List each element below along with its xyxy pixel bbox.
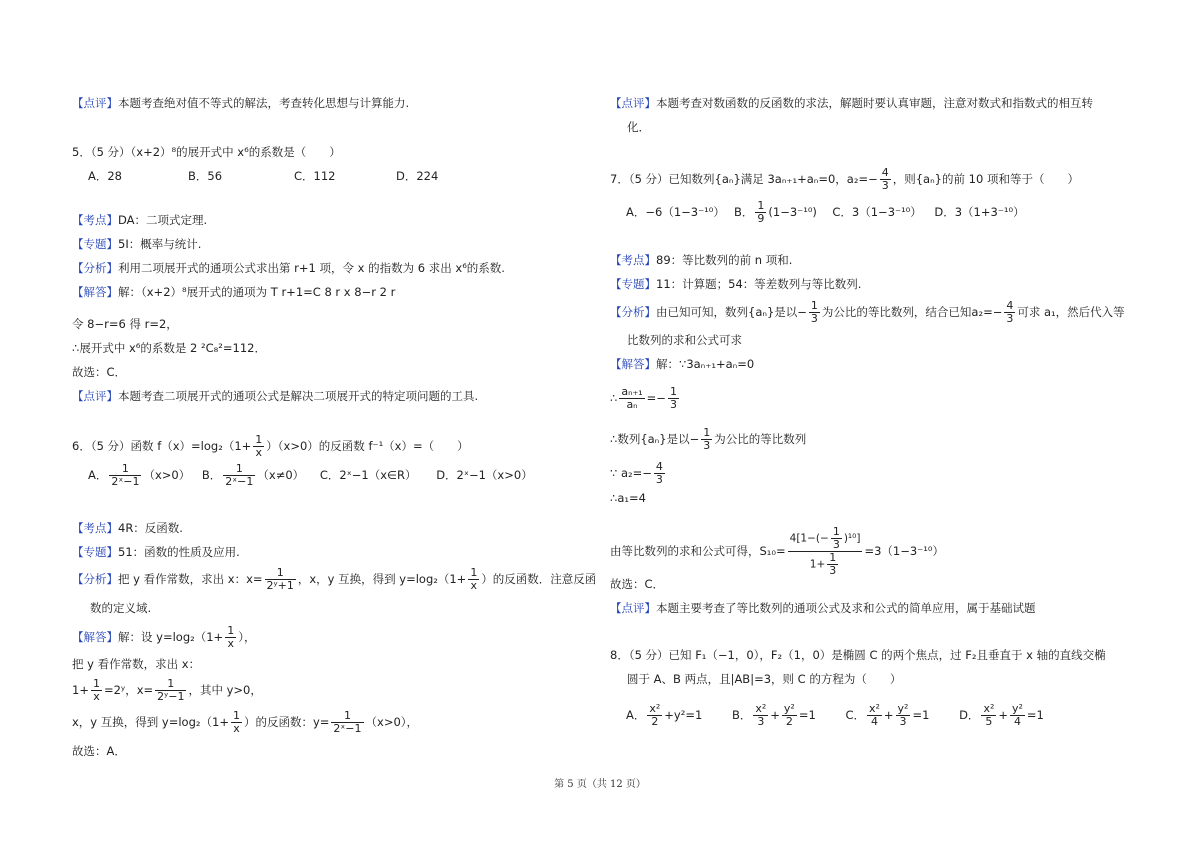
question-5: 5．（5 分）（x+2）⁸的展开式中 x⁶的系数是（ ）	[72, 145, 341, 159]
text: 解：设 y=log₂（1+	[118, 630, 224, 644]
q8-options	[626, 703, 1044, 728]
text: 6．（5 分）函数 f（x）=log₂（1+	[72, 439, 252, 453]
text: +	[998, 708, 1008, 722]
text: x，y 互换，得到 y=log₂（1+	[72, 715, 229, 729]
text: 比数列的求和公式可求	[627, 333, 742, 347]
formula: =−	[646, 391, 666, 405]
option-d: D．224	[396, 169, 439, 183]
option-a: A．28	[88, 169, 123, 183]
text: =1	[912, 708, 930, 722]
fraction: $\frac{1}{\text{2ˣ−1}}$	[225, 462, 254, 488]
text: 把 y 看作常数，求出 x：x=	[118, 572, 263, 586]
tag-label: 【解答】	[72, 285, 118, 299]
fraction: $\frac{1}{\text{2ˣ−1}}$	[111, 462, 140, 488]
text: 本题考查对数函数的反函数的求法，解题时要认真审题，注意对数式和指数式的相互转	[656, 96, 1093, 110]
page-footer: 第 5 页（共 12 页）	[554, 779, 646, 790]
q5-jieda	[72, 284, 395, 300]
tag-label: 【专题】	[610, 277, 656, 291]
text: 化．	[627, 120, 650, 134]
fraction: $\frac{1}{x}$	[232, 709, 240, 735]
text: DA：二项式定理.	[118, 213, 208, 227]
fraction: $\frac{1}{3}$	[703, 426, 711, 452]
solution-line: ∴a₁=4	[610, 491, 646, 505]
fraction: $\frac{\text{x²}}{5}$	[983, 702, 995, 728]
text: 解：∵3aₙ₊₁+aₙ=0	[656, 357, 755, 371]
fraction: $\frac{1}{\text{2ʸ−1}}$	[157, 677, 185, 703]
text: ）（x>0）的反函数 f⁻¹（x）=（ ）	[266, 439, 469, 453]
fraction: $\frac{1}{9}$	[757, 199, 765, 225]
question-6	[72, 434, 469, 459]
text: 1+	[72, 683, 89, 697]
tag-label: 【点评】	[72, 96, 118, 110]
text: (1−3⁻¹⁰)	[768, 205, 817, 219]
fraction: $\frac{1}{3}$	[810, 299, 818, 325]
text: 7．（5 分）已知数列{aₙ}满足 3aₙ₊₁+aₙ=0，a₂=−	[610, 172, 878, 186]
solution-line	[610, 386, 681, 411]
option-b: B．	[734, 205, 754, 219]
q7-jieda	[610, 356, 754, 372]
q5-zhuanti	[72, 236, 201, 252]
text: +y²=1	[664, 708, 703, 722]
text: 11：计算题；54：等差数列与等比数列.	[656, 277, 862, 291]
tag-label: 【分析】	[72, 572, 118, 586]
text: =1	[1026, 708, 1044, 722]
text: ∴	[610, 391, 618, 405]
q5-dianping	[72, 388, 478, 404]
option-b: B．	[201, 468, 222, 482]
text: =3（1−3⁻¹⁰）	[864, 544, 944, 558]
option-c: C．2ˣ−1（x∈R）	[319, 468, 417, 482]
fraction: $\frac{4}{3}$	[881, 166, 889, 192]
tag-label: 【解答】	[610, 357, 656, 371]
text: 89：等比数列的前 n 项和.	[656, 253, 793, 267]
solution-line	[610, 461, 667, 486]
fraction: $\frac{1}{x}$	[92, 677, 100, 703]
tag-label: 【专题】	[72, 545, 118, 559]
text: ），	[238, 630, 256, 644]
tag-label: 【解答】	[72, 630, 118, 644]
q6-kaodian	[72, 520, 183, 536]
text: （x>0），	[365, 715, 419, 729]
fraction: $\frac{\text{x²}}{3}$	[755, 702, 767, 728]
text: 51：函数的性质及应用.	[118, 545, 240, 559]
option-c: C．	[845, 708, 865, 722]
comment-line	[72, 95, 409, 111]
fraction: $\frac{\text{x²}}{2}$	[649, 702, 661, 728]
solution-line	[610, 427, 806, 452]
text: 利用二项展开式的通项公式求出第 r+1 项，令 x 的指数为 6 求出 x⁶的系数.	[118, 261, 505, 275]
text: （x>0）	[143, 468, 191, 482]
text: ，则{aₙ}的前 10 项和等于（ ）	[892, 172, 1079, 186]
tag-label: 【考点】	[72, 213, 118, 227]
q6-options	[88, 463, 533, 488]
fraction: $\frac{4}{3}$	[655, 460, 663, 486]
tag-label: 【点评】	[610, 601, 656, 615]
text: （x≠0）	[257, 468, 305, 482]
option-d: D．2ˣ−1（x>0）	[436, 468, 533, 482]
text: +	[770, 708, 780, 722]
option-b: B．56	[188, 169, 223, 183]
q5-options	[88, 168, 438, 184]
q5-kaodian	[72, 212, 207, 228]
solution-line	[72, 678, 262, 703]
fraction: $\frac{\text{y²}}{2}$	[783, 702, 795, 728]
q6-fenxi	[72, 567, 596, 592]
fraction: $\frac{\text{aₙ₊₁}}{\text{aₙ}}$	[621, 385, 643, 411]
tag-label: 【分析】	[610, 305, 656, 319]
fraction: $\frac{1}{x}$	[255, 433, 263, 459]
fraction: $\frac{\text{y²}}{3}$	[897, 702, 909, 728]
fraction: $\frac{1}{3}$	[669, 385, 677, 411]
text: 解：（x+2）⁸展开式的通项为 T r+1=C 8 r x 8−r 2 r	[118, 285, 396, 299]
tag-label: 【考点】	[610, 253, 656, 267]
q7-fenxi	[610, 300, 1125, 325]
option-d: D．	[959, 708, 980, 722]
text: 本题考查二项展开式的通项公式是解决二项展开式的特定项问题的工具.	[118, 389, 479, 403]
text: +	[883, 708, 894, 722]
fraction: $\frac{4}{3}$	[1006, 299, 1014, 325]
comment-text: 本题考查绝对值不等式的解法，考查转化思想与计算能力.	[118, 96, 410, 110]
solution-line	[610, 526, 944, 577]
tag-label: 【点评】	[610, 96, 656, 110]
comment-line	[610, 95, 1093, 111]
answer-line: 故选：C．	[72, 365, 127, 379]
fraction: $\frac{1}{\text{2ˣ−1}}$	[333, 709, 362, 735]
text: 4R：反函数.	[118, 521, 183, 535]
text: 可求 a₁，然后代入等	[1017, 305, 1125, 319]
question-8: 8．（5 分）已知 F₁（−1，0），F₂（1，0）是椭圆 C 的两个焦点，过 F₂且垂直于 x 轴的直线交椭	[610, 648, 1106, 662]
tag-label: 【点评】	[72, 389, 118, 403]
q7-kaodian	[610, 252, 792, 268]
question-7	[610, 167, 1079, 192]
option-d: D．3（1+3⁻¹⁰）	[934, 205, 1025, 219]
text: 为公比的等比数列，结合已知	[821, 305, 972, 319]
text: ）的反函数．注意反函	[481, 572, 597, 586]
q5-fenxi	[72, 260, 505, 276]
fraction: $\frac{1}{x}$	[227, 624, 235, 650]
fraction: 4[1−(− $\frac{1}{3}$ )¹⁰] 1+ $\frac{1}{3}$	[789, 525, 861, 577]
solution-line: ∴展开式中 x⁶的系数是 2 ²C₈²=112．	[72, 341, 266, 355]
text: 为公比的等比数列	[714, 432, 807, 446]
tag-label: 【分析】	[72, 261, 118, 275]
fraction: $\frac{1}{x}$	[470, 566, 478, 592]
tag-label: 【考点】	[72, 521, 118, 535]
option-c: C．3（1−3⁻¹⁰）	[832, 205, 922, 219]
text: 由等比数列的求和公式可得，S₁₀=	[610, 544, 786, 558]
answer-line: 故选：A．	[72, 744, 126, 758]
text: 本题主要考查了等比数列的通项公式及求和公式的简单应用，属于基础试题	[656, 601, 1036, 615]
text: 5I：概率与统计.	[118, 237, 202, 251]
tag-label: 【专题】	[72, 237, 118, 251]
solution-line: 把 y 看作常数，求出 x：	[72, 657, 201, 671]
q7-zhuanti	[610, 276, 861, 292]
q6-zhuanti	[72, 544, 240, 560]
option-b: B．	[731, 708, 752, 722]
fraction: $\frac{\text{x²}}{4}$	[868, 702, 880, 728]
option-a: A．−6（1−3⁻¹⁰）	[626, 205, 725, 219]
fraction: $\frac{\text{y²}}{4}$	[1012, 702, 1023, 728]
q7-options	[626, 200, 1025, 225]
formula: a₂=−	[971, 305, 1003, 319]
text: ）的反函数：y=	[243, 715, 330, 729]
answer-line: 故选：C．	[610, 577, 665, 591]
text: ∵ a₂=−	[610, 466, 652, 480]
text: =1	[798, 708, 816, 722]
text: ∴数列{aₙ}是以−	[610, 432, 700, 446]
text: 数的定义域.	[90, 601, 152, 615]
text: ，x，y 互换，得到 y=log₂（1+	[297, 572, 467, 586]
text: ，其中 y>0，	[188, 683, 262, 697]
text: 由已知可知，数列{aₙ}是以−	[656, 305, 807, 319]
fraction: $\frac{1}{\text{2ʸ+1}}$	[266, 566, 294, 592]
text: =2ʸ，x=	[103, 683, 154, 697]
question-8-cont: 圆于 A、B 两点，且|AB|=3，则 C 的方程为（ ）	[627, 672, 902, 686]
option-c: C．112	[294, 169, 336, 183]
option-a: A．	[88, 468, 108, 482]
option-a: A．	[626, 708, 646, 722]
solution-line: 令 8−r=6 得 r=2，	[72, 317, 178, 331]
solution-line	[72, 710, 418, 735]
q6-jieda	[72, 625, 255, 650]
q7-dianping	[610, 600, 1036, 616]
